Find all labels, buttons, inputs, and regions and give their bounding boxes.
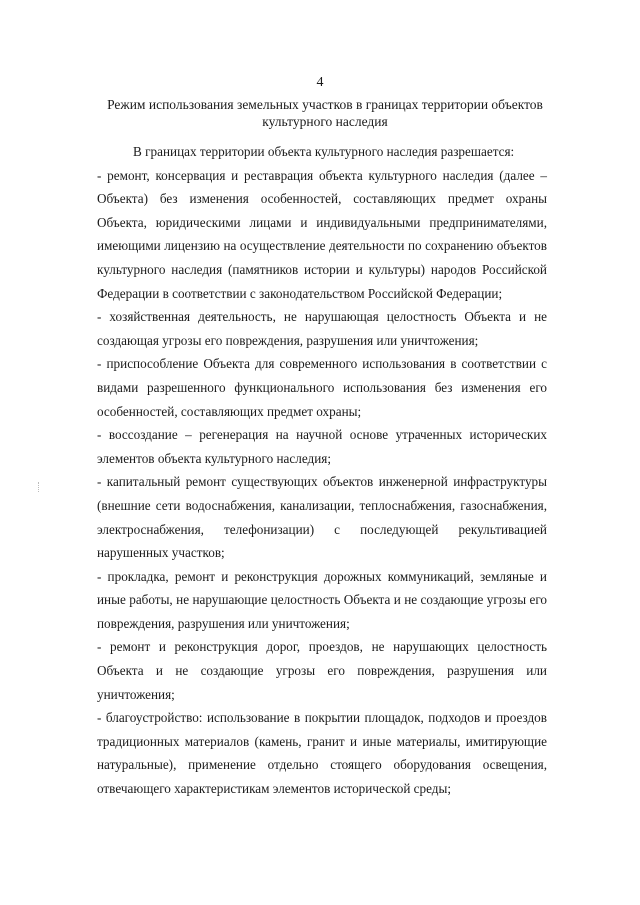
list-item-adaptation: - приспособление Объекта для современного использования в соответствии с видами разрешенного функционального использования без изменения его особенностей, составляющих предмет охраны;	[97, 356, 547, 419]
list-item-restoration: - ремонт, консервация и реставрация объекта культурного наследия (далее – Объекта) без изменения особенностей, составляющих предмет охраны Объекта, юридическими лицами и индивидуальными предпринимателями, имеющими лицензию на осуществление деятельности по сохранению объектов культурного наследия (памятников истории и культуры) народов Российской Федерации в соответствии с законодательством Российской Федерации;	[97, 167, 547, 301]
page-number: 4	[316, 75, 324, 90]
list-item-road-communications: - прокладка, ремонт и реконструкция дорожных коммуникаций, земляные и иные работы, не нарушающие целостность Объекта и не создающие угрозы его повреждения, разрушения или уничтожения;	[97, 568, 547, 631]
list-item-road-repair: - ремонт и реконструкция дорог, проездов, не нарушающих целостность Объекта и не создающие угрозы его повреждения, разрушения или уничтожения;	[97, 639, 547, 702]
list-item-recreation: - воссоздание – регенерация на научной основе утраченных исторических элементов объекта культурного наследия;	[97, 427, 547, 466]
scan-margin-mark	[38, 482, 41, 492]
intro-paragraph: В границах территории объекта культурного наследия разрешается:	[133, 144, 515, 159]
document-body	[97, 140, 547, 801]
list-item-infrastructure-repair: - капитальный ремонт существующих объектов инженерной инфраструктуры (внешние сети водоснабжения, канализации, теплоснабжения, газоснабжения, электроснабжения, телефонизации) с последующей рекультивацией нарушенных участков;	[97, 474, 547, 561]
section-heading: Режим использования земельных участков в границах территории объектов культурного наследия	[107, 97, 543, 129]
list-item-economic-activity: - хозяйственная деятельность, не нарушающая целостность Объекта и не создающая угрозы его повреждения, разрушения или уничтожения;	[97, 309, 547, 348]
list-item-landscaping: - благоустройство: использование в покрытии площадок, подходов и проездов традиционных материалов (камень, гранит и иные материалы, имитирующие натуральные), применение отдельно стоящего оборудования освещения, отвечающего характеристикам элементов исторической среды;	[97, 710, 547, 797]
